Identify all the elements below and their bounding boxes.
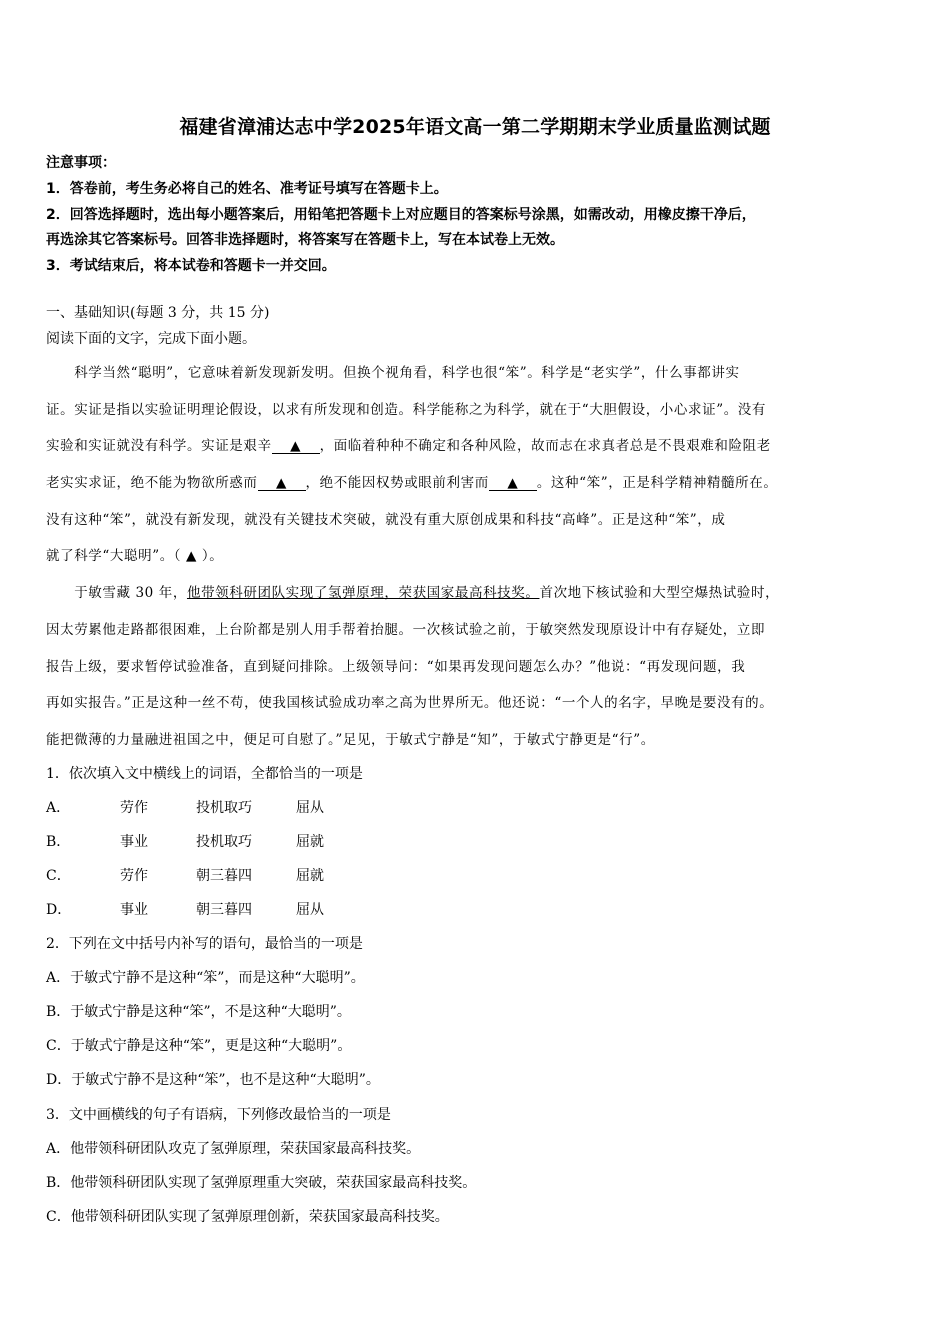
passage2-line: 报告上级，要求暂停试验准备，直到疑问排除。上级领导问：“如果再发现问题怎么办？”他说：“再发现问题，我	[46, 659, 746, 675]
underlined-sentence: 他带领科研团队实现了氢弹原理，荣获国家最高科技奖。	[186, 585, 540, 601]
notice-item-2a: 2．回答选择题时，选出每小题答案后，用铅笔把答题卡上对应题目的答案标号涂黑，如需改动，用橡皮擦干净后，	[46, 207, 756, 223]
q2-option: B．于敏式宁静是这种“笨”，不是这种“大聪明”。	[46, 1004, 351, 1020]
fill-blank: ▲	[489, 476, 537, 491]
notice-item-2b: 再选涂其它答案标号。回答非选择题时，将答案写在答题卡上，写在本试卷上无效。	[46, 232, 564, 248]
option-word-3: 屈就	[296, 868, 324, 884]
q1-option	[46, 831, 324, 851]
q1-option	[46, 865, 324, 885]
passage1-line: 证。实证是指以实验证明理论假设，以求有所发现和创造。科学能称之为科学，就在于“大胆假设，小心求证”。没有	[46, 402, 767, 418]
passage2-line	[46, 581, 908, 601]
option-word-2: 朝三暮四	[196, 868, 252, 884]
notice-item-1: 1．答卷前，考生务必将自己的姓名、准考证号填写在答题卡上。	[46, 181, 448, 197]
option-label: D．	[46, 902, 72, 918]
option-word-3: 屈就	[296, 834, 324, 850]
q2-option: D．于敏式宁静不是这种“笨”，也不是这种“大聪明”。	[46, 1072, 380, 1088]
text-segment: 就了科学“大聪明”。（	[46, 548, 187, 564]
passage1-line	[46, 471, 908, 491]
passage1-line: 科学当然“聪明”，它意味着新发现新发明。但换个视角看，科学也很“笨”。科学是“老实学”，什么事都讲实	[46, 365, 740, 381]
option-word-1: 劳作	[120, 868, 148, 884]
option-word-2: 朝三暮四	[196, 902, 252, 918]
text-segment: 老实实求证，绝不能为物欲所惑而	[46, 475, 258, 491]
q3-option: C．他带领科研团队实现了氢弹原理创新，荣获国家最高科技奖。	[46, 1209, 449, 1225]
exam-title: 福建省漳浦达志中学2025年语文高一第二学期期末学业质量监测试题	[179, 116, 771, 138]
blank-marker: ▲	[186, 548, 198, 564]
option-word-1: 事业	[120, 902, 148, 918]
text-segment: 。这种“笨”，正是科学精神精髓所在。	[536, 475, 778, 491]
question-stem: 2．下列在文中括号内补写的语句，最恰当的一项是	[46, 936, 363, 952]
text-segment: ，绝不能因权势或眼前利害而	[305, 475, 489, 491]
passage2-line: 因太劳累他走路都很困难，上台阶都是别人用手帮着抬腿。一次核试验之前，于敏突然发现原设计中有存疑处，立即	[46, 622, 766, 638]
passage1-line	[46, 434, 908, 454]
section-heading: 一、基础知识(每题 3 分，共 15 分)	[46, 305, 270, 321]
option-word-2: 投机取巧	[196, 800, 252, 816]
option-word-3: 屈从	[296, 902, 324, 918]
option-label: B．	[46, 834, 71, 850]
text-segment: 于敏雪藏 30 年，	[46, 585, 187, 601]
passage2-line: 能把微薄的力量融进祖国之中，便足可自慰了。”足见，于敏式宁静是“知”，于敏式宁静更是“行”。	[46, 732, 655, 748]
text-segment: 首次地下核试验和大型空爆热试验时，	[539, 585, 780, 601]
option-word-2: 投机取巧	[196, 834, 252, 850]
fill-blank: ▲	[258, 476, 306, 491]
text-segment: 实验和实证就没有科学。实证是艰辛	[46, 438, 272, 454]
option-word-1: 劳作	[120, 800, 148, 816]
question-stem: 1．依次填入文中横线上的词语，全都恰当的一项是	[46, 766, 363, 782]
notice-heading: 注意事项：	[46, 155, 116, 171]
option-label: A．	[46, 800, 71, 816]
q3-option: A．他带领科研团队攻克了氢弹原理，荣获国家最高科技奖。	[46, 1141, 421, 1157]
option-word-3: 屈从	[296, 800, 324, 816]
passage1-line: 没有这种“笨”，就没有新发现，就没有关键技术突破，就没有重大原创成果和科技“高峰”。正是这种“笨”，成	[46, 512, 726, 528]
q2-option: C．于敏式宁静是这种“笨”，更是这种“大聪明”。	[46, 1038, 352, 1054]
option-word-1: 事业	[120, 834, 148, 850]
fill-blank: ▲	[272, 439, 320, 454]
q1-option	[46, 899, 324, 919]
q3-option: B．他带领科研团队实现了氢弹原理重大突破，荣获国家最高科技奖。	[46, 1175, 477, 1191]
passage1-line	[46, 544, 908, 564]
option-label: C．	[46, 868, 71, 884]
notice-item-3: 3．考试结束后，将本试卷和答题卡一并交回。	[46, 258, 336, 274]
question-stem: 3．文中画横线的句子有语病，下列修改最恰当的一项是	[46, 1107, 391, 1123]
q2-option: A．于敏式宁静不是这种“笨”，而是这种“大聪明”。	[46, 970, 365, 986]
text-segment: ，面临着种种不确定和各种风险，故而志在求真者总是不畏艰难和险阻老	[319, 438, 771, 454]
q1-option	[46, 797, 324, 817]
passage2-line: 再如实报告。”正是这种一丝不苟，使我国核试验成功率之高为世界所无。他还说：“一个人的名字，早晚是要没有的。	[46, 695, 774, 711]
text-segment: ）。	[197, 548, 224, 564]
section-intro: 阅读下面的文字，完成下面小题。	[46, 331, 256, 347]
